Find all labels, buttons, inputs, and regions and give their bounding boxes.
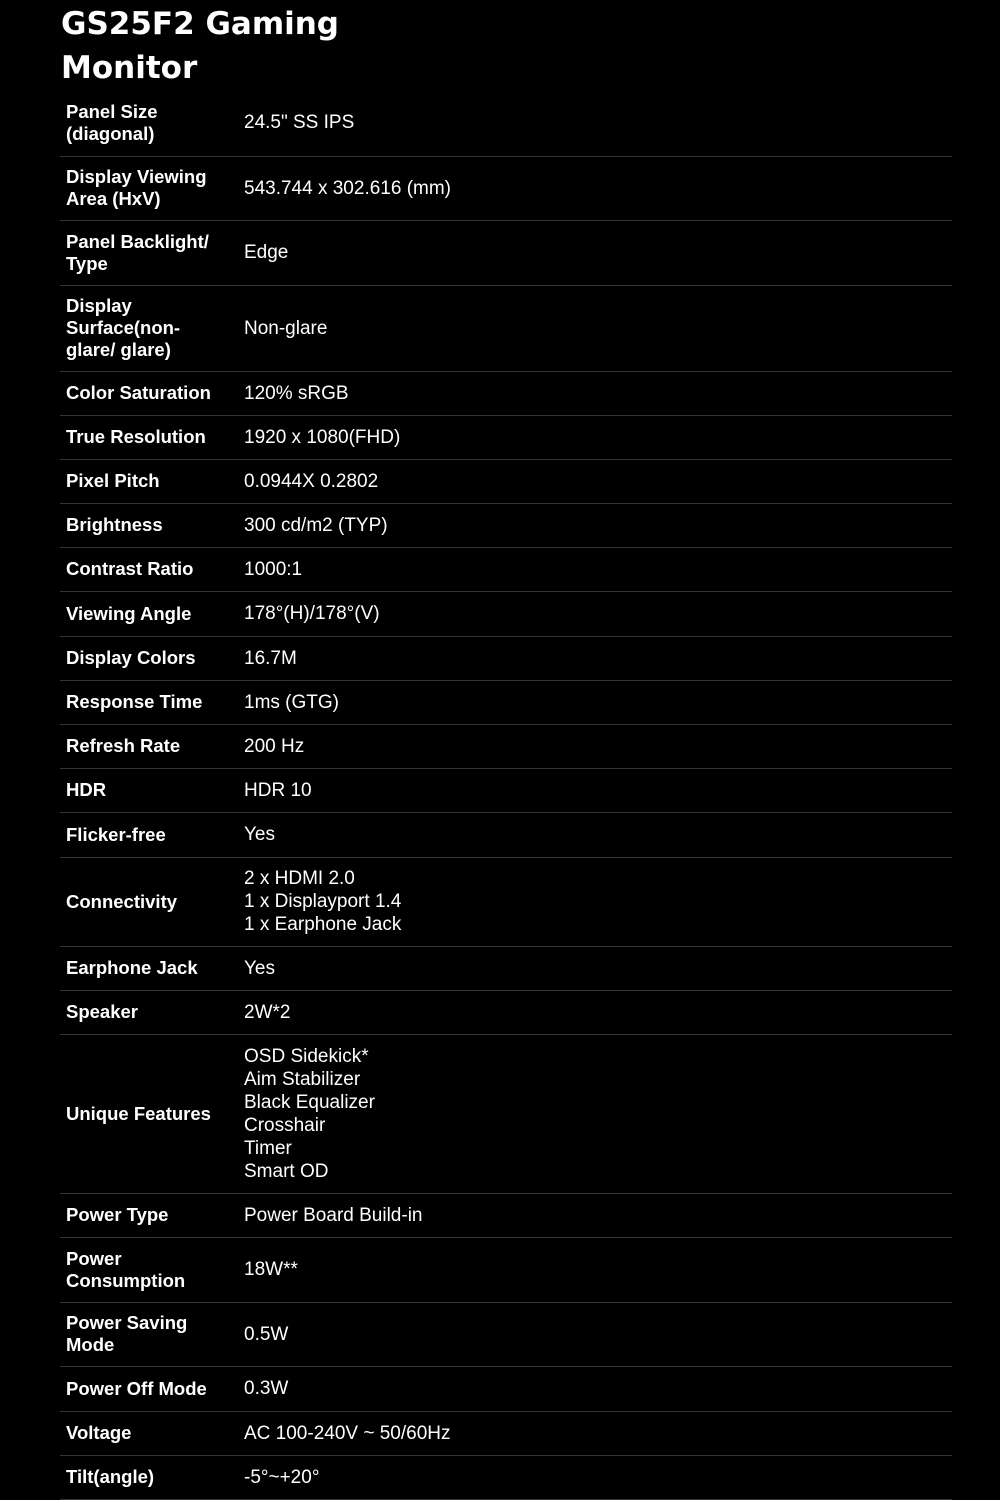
spec-row — [60, 1302, 952, 1366]
spec-row — [60, 990, 952, 1034]
spec-label: Refresh Rate — [60, 724, 244, 768]
spec-value: 300 cd/m2 (TYP) — [244, 503, 952, 547]
spec-value: 2 x HDMI 2.0 1 x Displayport 1.4 1 x Earphone Jack — [244, 857, 952, 946]
spec-row — [60, 1366, 952, 1411]
spec-label: HDR — [60, 768, 244, 812]
spec-row — [60, 503, 952, 547]
spec-value: 178°(H)/178°(V) — [244, 591, 952, 636]
spec-row — [60, 156, 952, 220]
spec-row — [60, 724, 952, 768]
spec-value: Edge — [244, 220, 952, 285]
spec-value: OSD Sidekick* Aim Stabilizer Black Equalizer Crosshair Timer Smart OD — [244, 1034, 952, 1193]
spec-label: Flicker-free — [60, 812, 244, 857]
spec-value: 18W** — [244, 1237, 952, 1302]
spec-label: Display Colors — [60, 636, 244, 680]
spec-row — [60, 1455, 952, 1499]
spec-label: Display Surface(non- glare/ glare) — [60, 285, 244, 371]
spec-label: Speaker — [60, 990, 244, 1034]
spec-row — [60, 857, 952, 946]
spec-value: 0.3W — [244, 1366, 952, 1411]
spec-value: HDR 10 — [244, 768, 952, 812]
spec-value: Power Board Build-in — [244, 1193, 952, 1237]
spec-value: 2W*2 — [244, 990, 952, 1034]
spec-label: Viewing Angle — [60, 591, 244, 636]
spec-row — [60, 591, 952, 636]
spec-label: True Resolution — [60, 415, 244, 459]
spec-label: Response Time — [60, 680, 244, 724]
spec-row — [60, 1193, 952, 1237]
spec-row — [60, 547, 952, 591]
spec-row — [60, 1411, 952, 1455]
spec-row — [60, 220, 952, 285]
spec-row — [60, 812, 952, 857]
spec-label: Voltage — [60, 1411, 244, 1455]
spec-value: 0.0944X 0.2802 — [244, 459, 952, 503]
spec-row — [60, 1034, 952, 1193]
spec-row — [60, 459, 952, 503]
spec-value: 24.5" SS IPS — [244, 90, 952, 156]
spec-value: 1920 x 1080(FHD) — [244, 415, 952, 459]
spec-row — [60, 768, 952, 812]
spec-row — [60, 946, 952, 990]
spec-value: -5°~+20° — [244, 1455, 952, 1499]
spec-label: Panel Size (diagonal) — [60, 90, 244, 156]
spec-table — [60, 90, 952, 1500]
spec-label: Tilt(angle) — [60, 1455, 244, 1499]
spec-label: Contrast Ratio — [60, 547, 244, 591]
spec-value: 1ms (GTG) — [244, 680, 952, 724]
spec-row — [60, 636, 952, 680]
spec-row — [60, 371, 952, 415]
spec-value: 16.7M — [244, 636, 952, 680]
spec-value: 200 Hz — [244, 724, 952, 768]
spec-value: Non-glare — [244, 285, 952, 371]
spec-label: Unique Features — [60, 1034, 244, 1193]
spec-value: Yes — [244, 946, 952, 990]
spec-label: Connectivity — [60, 857, 244, 946]
spec-value: 1000:1 — [244, 547, 952, 591]
spec-label: Earphone Jack — [60, 946, 244, 990]
spec-label: Power Saving Mode — [60, 1302, 244, 1366]
page-title: GS25F2 Gaming Monitor — [61, 6, 340, 86]
spec-row — [60, 90, 952, 156]
spec-row — [60, 680, 952, 724]
spec-label: Brightness — [60, 503, 244, 547]
spec-label: Display Viewing Area (HxV) — [60, 156, 244, 220]
spec-value: 543.744 x 302.616 (mm) — [244, 156, 952, 220]
spec-label: Panel Backlight/ Type — [60, 220, 244, 285]
spec-label: Power Off Mode — [60, 1366, 244, 1411]
spec-row — [60, 285, 952, 371]
spec-label: Power Consumption — [60, 1237, 244, 1302]
spec-value: Yes — [244, 812, 952, 857]
spec-value: 120% sRGB — [244, 371, 952, 415]
spec-value: 0.5W — [244, 1302, 952, 1366]
spec-label: Power Type — [60, 1193, 244, 1237]
spec-label: Pixel Pitch — [60, 459, 244, 503]
spec-value: AC 100-240V ~ 50/60Hz — [244, 1411, 952, 1455]
spec-row — [60, 415, 952, 459]
spec-row — [60, 1237, 952, 1302]
spec-label: Color Saturation — [60, 371, 244, 415]
